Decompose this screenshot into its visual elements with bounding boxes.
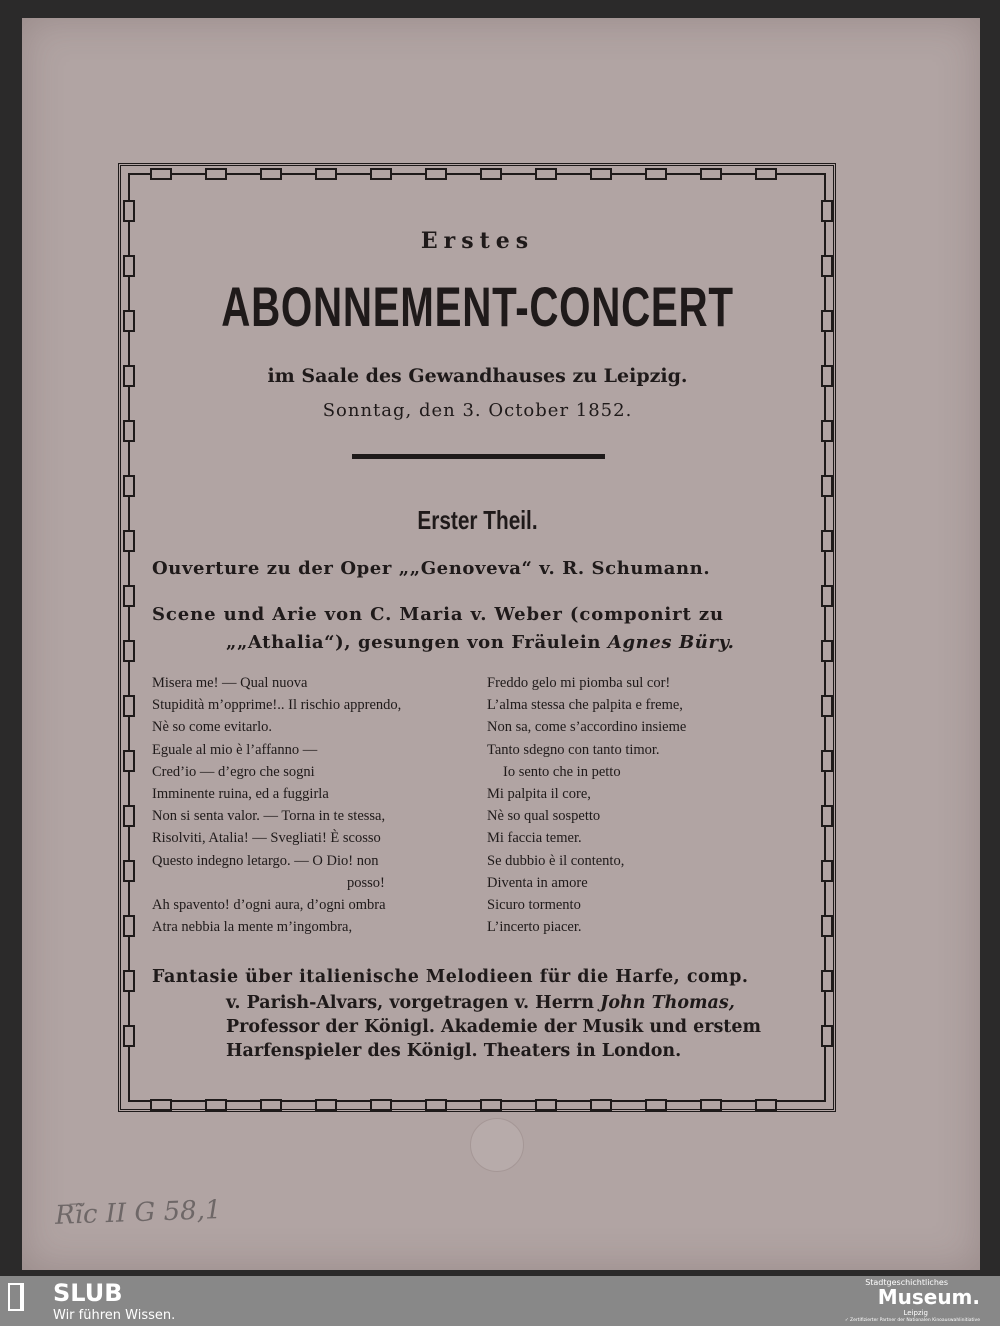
key-ornament — [590, 168, 612, 180]
key-ornament — [370, 168, 392, 180]
key-ornament — [821, 475, 833, 497]
key-ornament — [425, 168, 447, 180]
key-ornament — [150, 168, 172, 180]
program-item-3-line-4: Harfenspieler des Königl. Theaters in London. — [226, 1041, 682, 1061]
footer-bar — [0, 1276, 1000, 1326]
key-ornament — [150, 1099, 172, 1111]
slub-book-icon — [8, 1283, 24, 1311]
poem-line: L’incerto piacer. — [487, 919, 582, 936]
poem-right-column — [487, 672, 686, 938]
poem-line: Non si senta valor. — Torna in te stessa, — [152, 808, 386, 825]
key-ornament — [123, 695, 135, 717]
key-ornament — [821, 310, 833, 332]
poem-line: Imminente ruina, ed a fuggirla — [152, 786, 329, 803]
poem-line: Nè so come evitarlo. — [152, 719, 272, 736]
key-ornament — [480, 1099, 502, 1111]
key-ornament — [821, 750, 833, 772]
key-ornament — [425, 1099, 447, 1111]
key-ornament — [755, 168, 777, 180]
poem-line: Sicuro tormento — [487, 897, 581, 914]
key-ornament — [535, 168, 557, 180]
poem-line: Cred’io — d’egro che sogni — [152, 763, 315, 780]
key-ornament — [205, 1099, 227, 1111]
poem-line: Mi palpita il core, — [487, 786, 591, 803]
partner-city: Leipzig — [903, 1309, 928, 1317]
poem-line: Eguale al mio è l’affanno — — [152, 741, 318, 758]
key-ornament — [480, 168, 502, 180]
key-ornament — [205, 168, 227, 180]
key-ornament — [821, 200, 833, 222]
poem-line: Mi faccia temer. — [487, 830, 582, 847]
program-item-3-line-1: Fantasie über italienische Melodieen für die Harfe, comp. — [152, 967, 749, 987]
key-ornament — [123, 805, 135, 827]
partner-logo[interactable]: Museum. — [877, 1285, 980, 1309]
text: v. Parish-Alvars, vorgetragen v. Herrn — [226, 993, 601, 1013]
key-ornament — [821, 1025, 833, 1047]
poem-line: Diventa in amore — [487, 874, 588, 891]
key-ornament — [821, 970, 833, 992]
key-ornament — [123, 420, 135, 442]
key-ornament — [370, 1099, 392, 1111]
poem-line: Misera me! — Qual nuova — [152, 675, 308, 691]
singer-name: Agnes Büry. — [607, 632, 735, 653]
key-ornament — [123, 585, 135, 607]
poem-line: Se dubbio è il contento, — [487, 852, 625, 869]
performer-name: John Thomas, — [600, 993, 735, 1013]
key-ornament — [645, 168, 667, 180]
poem-line: Tanto sdegno con tanto timor. — [487, 741, 660, 758]
concert-date: Sonntag, den 3. October 1852. — [322, 400, 633, 421]
key-ornament — [700, 168, 722, 180]
key-ornament — [123, 1025, 135, 1047]
partner-cert: ✓ Zertifizierter Partner der Nationalen Kinoauswahlinitiative — [844, 1318, 980, 1323]
program-item-1: Ouverture zu der Oper „„Genoveva“ v. R. Schumann. — [152, 558, 711, 579]
poem-line: Freddo gelo mi piomba sul cor! — [487, 675, 671, 691]
key-ornament — [123, 750, 135, 772]
key-ornament — [315, 168, 337, 180]
program-item-2-line-2 — [226, 632, 734, 654]
key-ornament — [123, 970, 135, 992]
program-item-3-line-2 — [226, 992, 735, 1014]
poem-line: posso! — [347, 874, 385, 891]
key-ornament — [590, 1099, 612, 1111]
poem-line: Atra nebbia la mente m’ingombra, — [152, 919, 353, 936]
key-ornament — [260, 1099, 282, 1111]
key-ornament — [821, 695, 833, 717]
poem-left-column — [152, 672, 401, 938]
key-ornament — [260, 168, 282, 180]
text: „„Athalia“), gesungen von Fräulein — [226, 632, 608, 653]
part-heading: Erster Theil. — [417, 505, 538, 535]
poem-line: Stupidità m’opprime!.. Il rischio apprendo, — [152, 697, 402, 714]
slub-logo[interactable]: SLUB — [53, 1279, 123, 1307]
key-ornament — [821, 640, 833, 662]
key-ornament — [315, 1099, 337, 1111]
poem-line: Io sento che in petto — [503, 763, 621, 780]
key-ornament — [821, 255, 833, 277]
library-stamp — [470, 1118, 524, 1172]
key-ornament — [755, 1099, 777, 1111]
key-ornament — [123, 475, 135, 497]
key-ornament — [821, 420, 833, 442]
poem-line: Ah spavento! d’ogni aura, d’ogni ombra — [152, 897, 386, 914]
divider — [352, 454, 605, 459]
key-ornament — [821, 860, 833, 882]
key-ornament — [123, 915, 135, 937]
poem-line: Risolviti, Atalia! — Svegliati! È scosso — [152, 830, 381, 847]
kicker: Erstes — [420, 228, 535, 254]
poem-line: L’alma stessa che palpita e freme, — [487, 697, 683, 714]
key-ornament — [645, 1099, 667, 1111]
key-ornament — [821, 805, 833, 827]
key-ornament — [123, 860, 135, 882]
handwritten-shelfmark: Rĩ̅c II G 58,1 — [54, 1195, 222, 1231]
venue: im Saale des Gewandhauses zu Leipzig. — [267, 365, 688, 387]
program-item-3-line-3: Professor der Königl. Akademie der Musik und erstem — [226, 1017, 762, 1037]
key-ornament — [535, 1099, 557, 1111]
key-ornament — [821, 915, 833, 937]
key-ornament — [123, 640, 135, 662]
poem-line: Nè so qual sospetto — [487, 808, 601, 825]
poem-line: Non sa, come s’accordino insieme — [487, 719, 687, 736]
partner-label: Stadtgeschichtliches — [865, 1278, 948, 1287]
key-ornament — [821, 585, 833, 607]
poem-line: Questo indegno letargo. — O Dio! non — [152, 852, 379, 869]
slub-slogan: Wir führen Wissen. — [53, 1308, 176, 1323]
poster-title: ABONNEMENT-CONCERT — [221, 275, 734, 338]
key-ornament — [123, 200, 135, 222]
key-ornament — [123, 255, 135, 277]
program-item-2-line-1: Scene und Arie von C. Maria v. Weber (componirt zu — [152, 604, 725, 625]
key-ornament — [700, 1099, 722, 1111]
